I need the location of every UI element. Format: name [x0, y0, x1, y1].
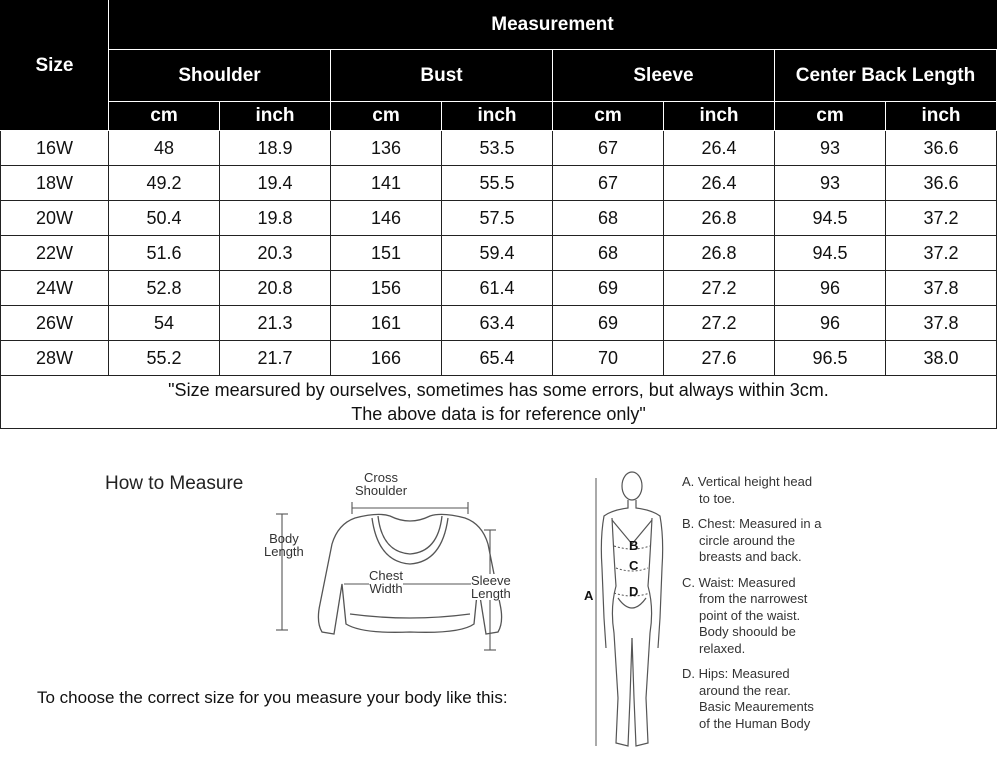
measurement-cell: 21.3: [220, 306, 331, 341]
measurement-cell: 146: [331, 201, 442, 236]
measurement-cell: 69: [553, 306, 664, 341]
measurement-cell: 19.4: [220, 166, 331, 201]
note-line: to toe.: [699, 490, 736, 506]
note-item: [682, 575, 872, 658]
note-heading: B. Chest: Measured in a: [682, 516, 822, 531]
measurement-cell: 48: [109, 131, 220, 166]
unit-header: cm: [109, 102, 220, 131]
note-heading: D. Hips: Measured: [682, 666, 790, 681]
measurement-cell: 21.7: [220, 341, 331, 376]
measurement-cell: 27.2: [664, 271, 775, 306]
note-heading: C. Waist: Measured: [682, 574, 796, 590]
measurement-cell: 55.2: [109, 341, 220, 376]
measurement-cell: 27.6: [664, 341, 775, 376]
body-letter-b: B: [629, 538, 639, 553]
note-line: relaxed.: [699, 640, 746, 656]
measurement-cell: 18.9: [220, 131, 331, 166]
group-header-bust: Bust: [331, 50, 553, 102]
note-line: circle around the: [699, 532, 796, 548]
how-to-measure-title: How to Measure: [105, 473, 244, 494]
note-line: from the narrowest: [699, 591, 808, 606]
unit-header: inch: [664, 102, 775, 131]
size-cell: 26W: [1, 306, 109, 341]
size-cell: 18W: [1, 166, 109, 201]
note-item: [682, 474, 872, 507]
note-line: breasts and back.: [699, 549, 802, 564]
measurement-cell: 37.8: [886, 271, 997, 306]
measurement-notes: [682, 474, 872, 741]
measurement-cell: 70: [553, 341, 664, 376]
measurement-cell: 36.6: [886, 131, 997, 166]
unit-header: cm: [331, 102, 442, 131]
measurement-cell: 54: [109, 306, 220, 341]
measurement-cell: 68: [553, 236, 664, 271]
measurement-cell: 20.8: [220, 271, 331, 306]
measurement-cell: 27.2: [664, 306, 775, 341]
measurement-cell: 96: [775, 271, 886, 306]
measurement-cell: 36.6: [886, 166, 997, 201]
measurement-cell: 96.5: [775, 341, 886, 376]
measurement-cell: 26.8: [664, 201, 775, 236]
note-heading: A. Vertical height head: [682, 474, 813, 489]
measurement-cell: 151: [331, 236, 442, 271]
measurement-cell: 166: [331, 341, 442, 376]
size-rows: [1, 131, 997, 376]
measurement-cell: 94.5: [775, 236, 886, 271]
note-line: Body shoould be: [699, 624, 796, 639]
chest-width-label: Chest Width: [369, 568, 403, 596]
table-row: [1, 131, 997, 166]
size-header: Size: [1, 1, 109, 131]
measurement-cell: 37.8: [886, 306, 997, 341]
unit-header: cm: [775, 102, 886, 131]
note-line: of the Human Body: [699, 715, 811, 731]
note-line: around the rear.: [699, 682, 791, 698]
table-row: [1, 341, 997, 376]
body-letter-d: D: [629, 584, 639, 599]
note-line: Basic Meaurements: [699, 699, 814, 714]
note-line-2: The above data is for reference only": [351, 404, 646, 424]
measurement-cell: 141: [331, 166, 442, 201]
measurement-cell: 161: [331, 306, 442, 341]
measurement-cell: 37.2: [886, 236, 997, 271]
measurement-cell: 59.4: [442, 236, 553, 271]
measurement-cell: 136: [331, 131, 442, 166]
measurement-cell: 26.4: [664, 166, 775, 201]
measurement-cell: 67: [553, 131, 664, 166]
measurement-cell: 49.2: [109, 166, 220, 201]
measurement-cell: 63.4: [442, 306, 553, 341]
size-cell: 20W: [1, 201, 109, 236]
measurement-cell: 20.3: [220, 236, 331, 271]
table-row: [1, 166, 997, 201]
table-row: [1, 271, 997, 306]
note-item: [682, 516, 872, 566]
measurement-cell: 26.8: [664, 236, 775, 271]
measurement-cell: 19.8: [220, 201, 331, 236]
unit-header: inch: [220, 102, 331, 131]
body-length-label: Body Length: [264, 531, 304, 559]
cross-shoulder-label: Cross Shoulder: [355, 470, 408, 498]
measurement-cell: 51.6: [109, 236, 220, 271]
measurement-cell: 156: [331, 271, 442, 306]
body-letter-a: A: [584, 588, 594, 603]
size-cell: 22W: [1, 236, 109, 271]
group-header-center-back-length: Center Back Length: [775, 50, 997, 102]
measurement-cell: 53.5: [442, 131, 553, 166]
group-header-sleeve: Sleeve: [553, 50, 775, 102]
unit-header: cm: [553, 102, 664, 131]
note-item: [682, 666, 872, 732]
measurement-header: Measurement: [109, 1, 997, 50]
body-letter-c: C: [629, 558, 639, 573]
measurement-cell: 37.2: [886, 201, 997, 236]
unit-header: inch: [886, 102, 997, 131]
measurement-cell: 50.4: [109, 201, 220, 236]
measurement-cell: 93: [775, 131, 886, 166]
measurement-cell: 67: [553, 166, 664, 201]
measurement-cell: 57.5: [442, 201, 553, 236]
body-figure-diagram: [590, 468, 675, 763]
size-cell: 28W: [1, 341, 109, 376]
measurement-cell: 68: [553, 201, 664, 236]
measurement-cell: 65.4: [442, 341, 553, 376]
measurement-cell: 55.5: [442, 166, 553, 201]
size-cell: 24W: [1, 271, 109, 306]
measurement-cell: 94.5: [775, 201, 886, 236]
size-disclaimer-note: [1, 376, 997, 429]
table-row: [1, 306, 997, 341]
measurement-cell: 93: [775, 166, 886, 201]
note-line-1: "Size mearsured by ourselves, sometimes has some errors, but always within 3cm.: [168, 380, 829, 400]
group-header-shoulder: Shoulder: [109, 50, 331, 102]
measurement-cell: 96: [775, 306, 886, 341]
sleeve-length-label: Sleeve Length: [471, 573, 511, 601]
measurement-cell: 26.4: [664, 131, 775, 166]
choose-size-instruction: To choose the correct size for you measure your body like this:: [37, 688, 508, 707]
measurement-cell: 52.8: [109, 271, 220, 306]
note-line: point of the waist.: [699, 607, 801, 623]
measurement-cell: 69: [553, 271, 664, 306]
measurement-cell: 61.4: [442, 271, 553, 306]
measurement-cell: 38.0: [886, 341, 997, 376]
human-body-icon: [601, 472, 662, 746]
unit-header: inch: [442, 102, 553, 131]
table-row: [1, 201, 997, 236]
size-cell: 16W: [1, 131, 109, 166]
table-row: [1, 236, 997, 271]
